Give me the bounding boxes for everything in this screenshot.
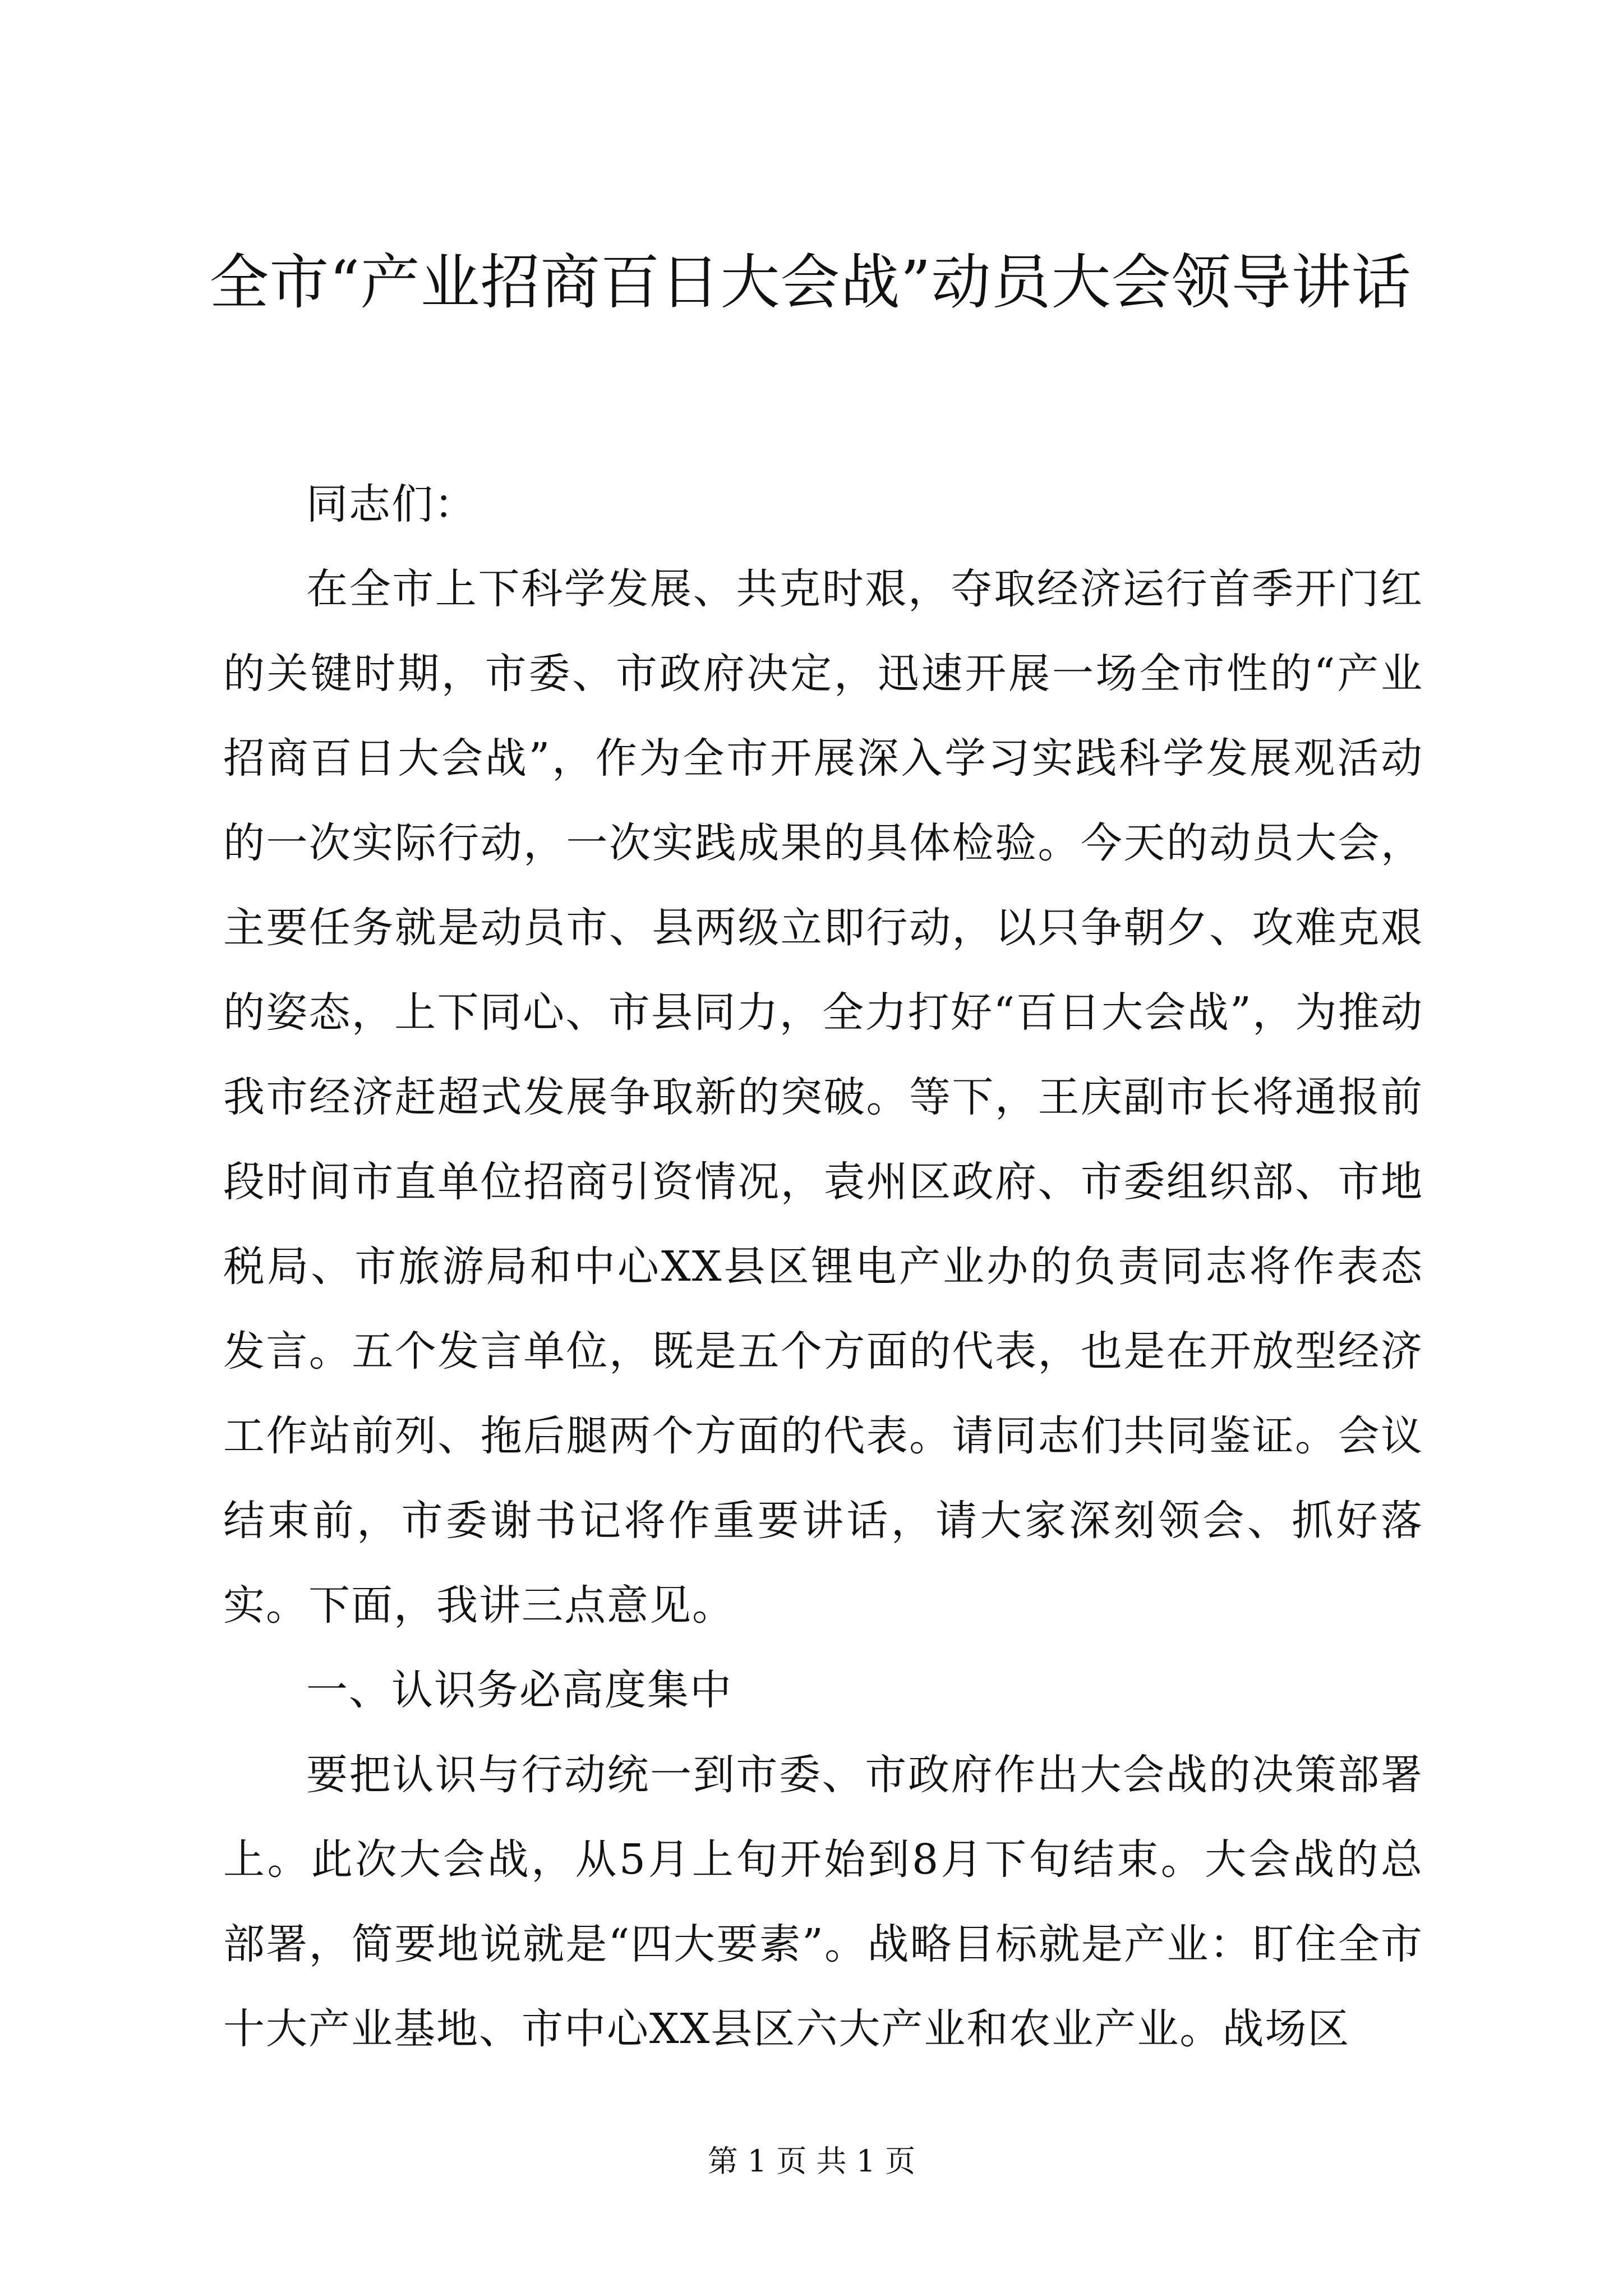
document-body <box>223 462 1423 2072</box>
section-heading: 一、认识务必高度集中 <box>306 1666 732 1714</box>
body-paragraph: 要把认识与行动统一到市委、市政府作出大会战的决策部署上。此次大会战，从5月上旬开始到8月下旬结束。大会战的总部署，简要地说就是“四大要素”。战略目标就是产业：盯住全市十大产业基地、市中心XX县区六大产业和农业产业。战场区 <box>223 1751 1423 2053</box>
salutation-paragraph: 同志们： <box>306 480 477 528</box>
document-title: 全市“产业招商百日大会战”动员大会领导讲话 <box>209 248 1412 317</box>
page-number-footer: 第 1 页 共 1 页 <box>707 2143 916 2179</box>
body-paragraph: 在全市上下科学发展、共克时艰，夺取经济运行首季开门红的关键时期，市委、市政府决定，迅速开展一场全市性的“产业招商百日大会战”，作为全市开展深入学习实践科学发展观活动的一次实际行动，一次实践成果的具体检验。今天的动员大会，主要任务就是动员市、县两级立即行动，以只争朝夕、攻难克艰的姿态，上下同心、市县同力，全力打好“百日大会战”，为推动我市经济赶超式发展争取新的突破。等下，王庆副市长将通报前段时间市直单位招商引资情况，袁州区政府、市委组织部、市地税局、市旅游局和中心XX县区锂电产业办的负责同志将作表态发言。五个发言单位，既是五个方面的代表，也是在开放型经济工作站前列、拖后腿两个方面的代表。请同志们共同鉴证。会议结束前，市委谢书记将作重要讲话，请大家深刻领会、抓好落实。下面，我讲三点意见。 <box>223 565 1423 1630</box>
